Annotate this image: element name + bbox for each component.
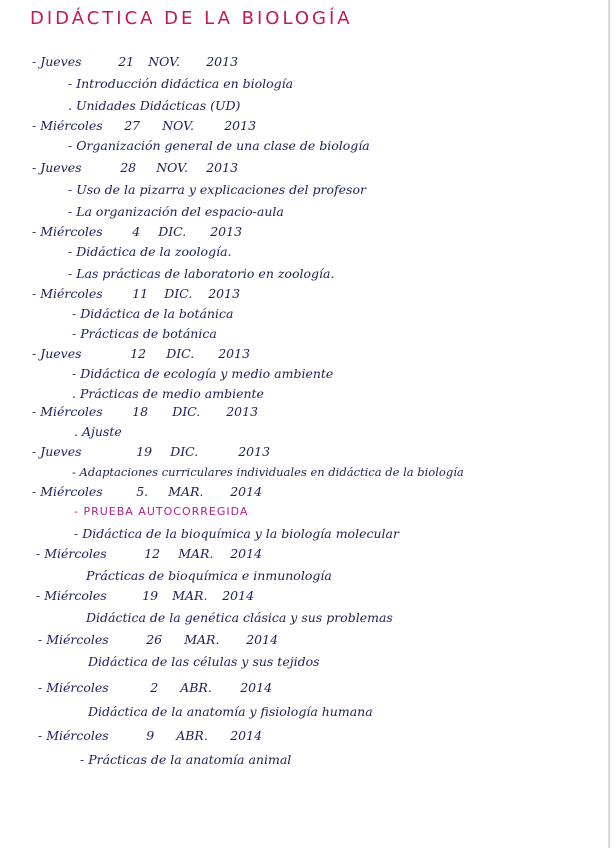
session-topic: - Uso de la pizarra y explicaciones del profesor [68, 182, 366, 197]
session-topic: . Ajuste [74, 424, 122, 439]
session-topic: - Didáctica de la botánica [72, 306, 234, 321]
session-header: - Jueves 21 NOV. 2013 [32, 54, 239, 69]
session-header: - Miércoles 5. MAR. 2014 [32, 484, 263, 499]
session-topic: - Prácticas de la anatomía animal [80, 752, 292, 767]
session-header: - Miércoles 12 MAR. 2014 [36, 546, 263, 561]
session-topic: - Didáctica de ecología y medio ambiente [72, 366, 334, 381]
session-header: - Jueves 12 DIC. 2013 [32, 346, 251, 361]
session-topic: - Introducción didáctica en biología [68, 76, 294, 91]
session-topic: - La organización del espacio-aula [68, 204, 284, 219]
session-topic: - Las prácticas de laboratorio en zoología. [68, 266, 335, 281]
exam-note: - PRUEBA AUTOCORREGIDA [74, 505, 249, 518]
page-title: DIDÁCTICA DE LA BIOLOGÍA [30, 8, 353, 29]
session-header: - Miércoles 9 ABR. 2014 [38, 728, 263, 743]
session-header: - Miércoles 27 NOV. 2013 [32, 118, 257, 133]
page-edge [608, 0, 610, 848]
session-topic: . Unidades Didácticas (UD) [68, 98, 241, 113]
session-topic: Didáctica de la genética clásica y sus problemas [86, 610, 393, 625]
session-topic: - Didáctica de la bioquímica y la biología molecular [74, 526, 399, 541]
session-header: - Miércoles 19 MAR. 2014 [36, 588, 255, 603]
session-topic: - Adaptaciones curriculares individuales en didáctica de la biología [72, 465, 464, 479]
session-topic: - Organización general de una clase de biología [68, 138, 370, 153]
session-topic: - Didáctica de la zoología. [68, 244, 232, 259]
session-topic: Didáctica de la anatomía y fisiología humana [88, 704, 373, 719]
session-topic: Prácticas de bioquímica e inmunología [86, 568, 332, 583]
session-header: - Miércoles 4 DIC. 2013 [32, 224, 243, 239]
session-header: - Jueves 19 DIC. 2013 [32, 444, 271, 459]
session-header: - Miércoles 2 ABR. 2014 [38, 680, 273, 695]
session-header: - Jueves 28 NOV. 2013 [32, 160, 239, 175]
session-header: - Miércoles 11 DIC. 2013 [32, 286, 241, 301]
session-topic: . Prácticas de medio ambiente [72, 386, 264, 401]
session-topic: Didáctica de las células y sus tejidos [88, 654, 320, 669]
session-topic: - Prácticas de botánica [72, 326, 217, 341]
session-header: - Miércoles 26 MAR. 2014 [38, 632, 279, 647]
session-header: - Miércoles 18 DIC. 2013 [32, 404, 259, 419]
